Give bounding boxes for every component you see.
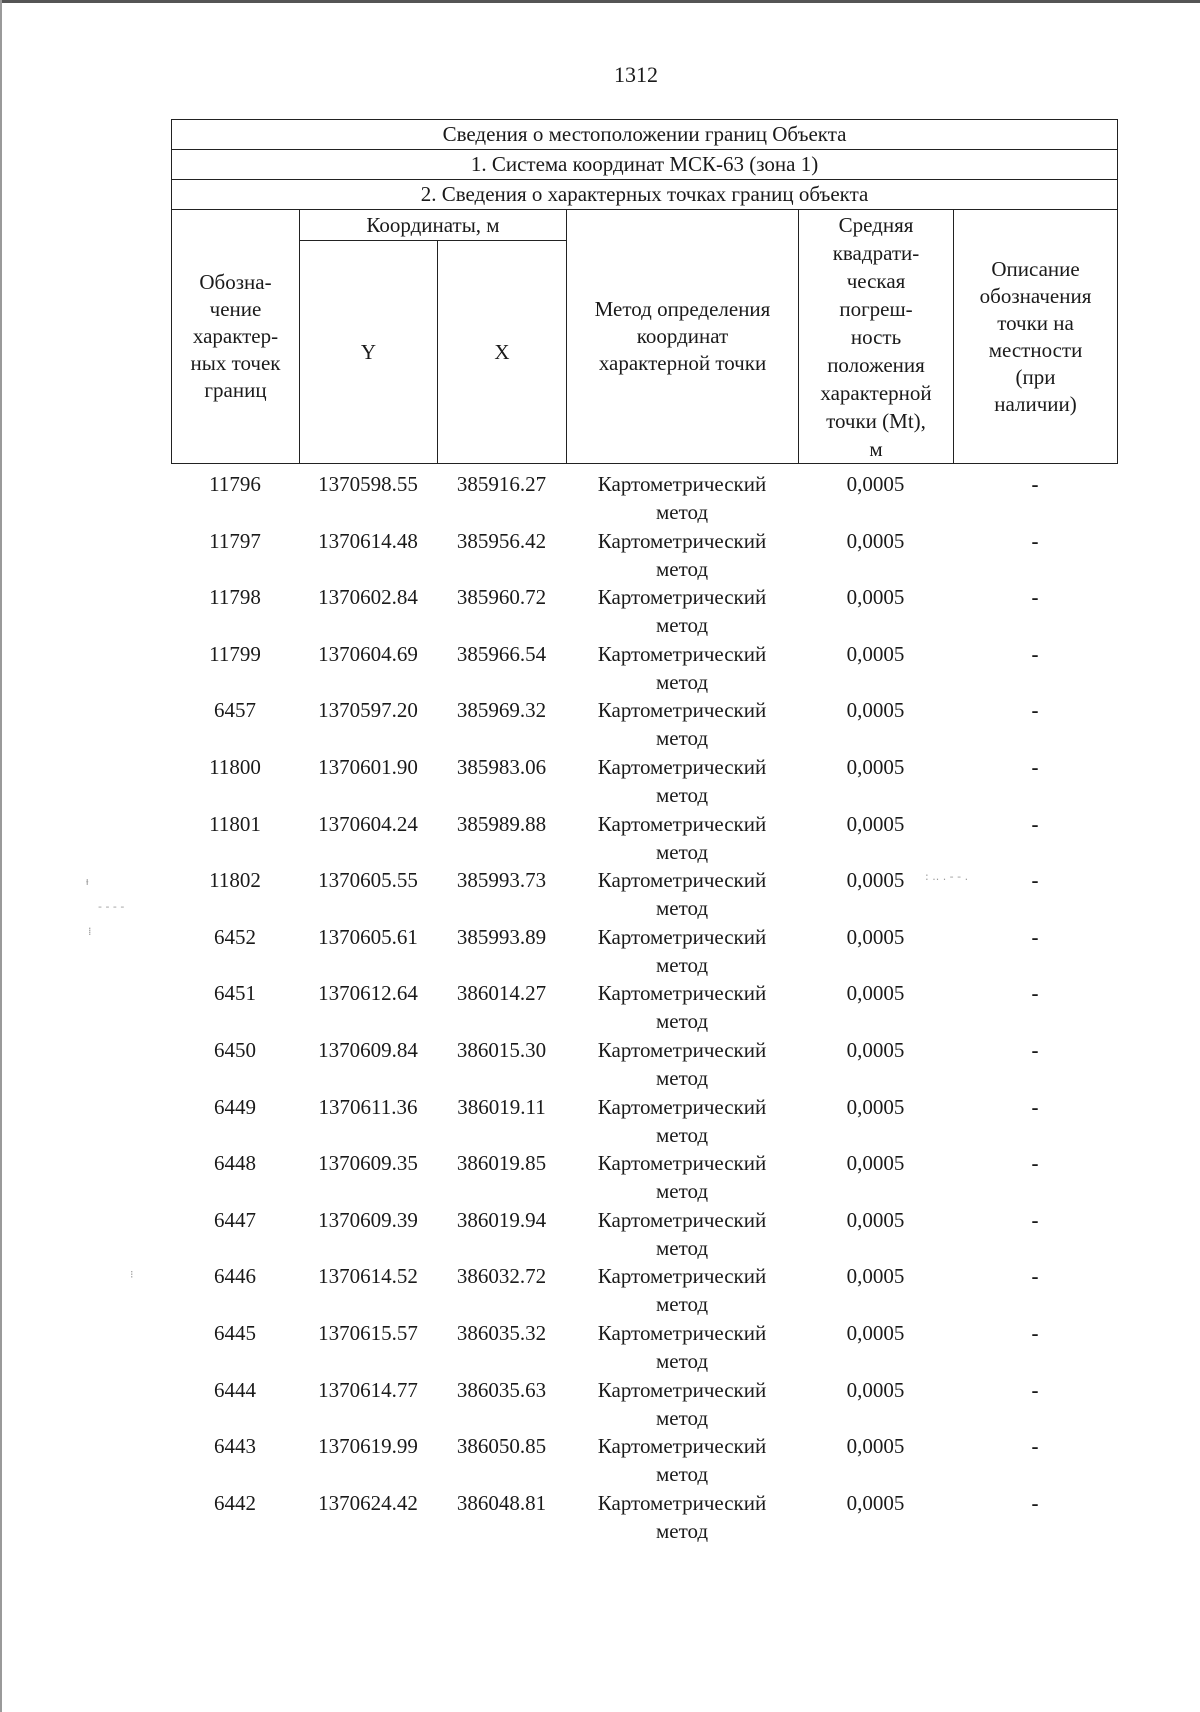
table-row bbox=[171, 866, 1117, 923]
description-cell: - bbox=[1031, 1490, 1039, 1515]
scan-speck: ⁞ bbox=[88, 925, 92, 938]
description-cell: - bbox=[1031, 924, 1039, 949]
table-row bbox=[171, 979, 1117, 1036]
method-cell: Картометрический метод bbox=[597, 1377, 767, 1430]
point-id-cell: 6457 bbox=[214, 698, 256, 723]
coord-x-cell: 386019.94 bbox=[456, 1207, 547, 1232]
table-row bbox=[171, 1262, 1117, 1319]
table-row bbox=[171, 1036, 1117, 1093]
coord-x-cell: 385960.72 bbox=[456, 585, 547, 610]
coord-y-cell: 1370598.55 bbox=[318, 472, 418, 496]
error-cell: 0,0005 bbox=[846, 528, 905, 553]
coord-y-cell: 1370614.77 bbox=[318, 1377, 418, 1402]
coord-y-cell: 1370609.35 bbox=[318, 1151, 418, 1176]
description-cell: - bbox=[1031, 1434, 1039, 1459]
error-cell: 0,0005 bbox=[846, 585, 905, 610]
coord-x-cell: 386032.72 bbox=[456, 1264, 547, 1289]
coord-y-cell: 1370609.39 bbox=[318, 1207, 418, 1232]
coord-x-cell: 386050.85 bbox=[456, 1434, 547, 1459]
table-row bbox=[171, 527, 1117, 584]
point-id-cell: 11799 bbox=[209, 641, 261, 666]
method-cell: Картометрический метод bbox=[597, 641, 767, 694]
header-table bbox=[171, 119, 1118, 464]
col-header-description: Описание обозначения точки на местности (при наличии) bbox=[954, 210, 1118, 464]
point-id-cell: 11797 bbox=[209, 528, 261, 553]
col-header-coordinates: Координаты, м bbox=[300, 210, 567, 241]
coord-y-cell: 1370612.64 bbox=[318, 981, 418, 1006]
error-cell: 0,0005 bbox=[846, 1037, 905, 1062]
table-row bbox=[171, 1206, 1117, 1263]
coord-y-cell: 1370604.24 bbox=[318, 811, 418, 836]
points-table-body bbox=[171, 470, 1117, 1545]
table-row bbox=[171, 810, 1117, 867]
section-title: Сведения о местоположении границ Объекта bbox=[172, 120, 1118, 150]
method-cell: Картометрический метод bbox=[597, 1151, 767, 1204]
description-cell: - bbox=[1031, 811, 1039, 836]
coord-y-cell: 1370601.90 bbox=[318, 754, 418, 779]
error-cell: 0,0005 bbox=[846, 1490, 905, 1515]
error-cell: 0,0005 bbox=[846, 1320, 905, 1345]
coord-x-cell: 385966.54 bbox=[456, 641, 547, 666]
description-cell: - bbox=[1031, 472, 1039, 496]
table-row bbox=[171, 923, 1117, 980]
points-table bbox=[171, 470, 1117, 1545]
col-header-x: X bbox=[438, 241, 567, 464]
coord-x-cell: 385956.42 bbox=[456, 528, 547, 553]
col-header-y: Y bbox=[300, 241, 438, 464]
scan-speck: ⁝ bbox=[130, 1268, 134, 1281]
col-header-error: Средняя квадрати- ческая погреш- ность положения характерной точки (Mt), м bbox=[799, 210, 954, 464]
coord-y-cell: 1370597.20 bbox=[318, 698, 418, 723]
table-row bbox=[171, 583, 1117, 640]
coord-y-cell: 1370615.57 bbox=[318, 1320, 418, 1345]
col-header-method: Метод определения координат характерной точки bbox=[567, 210, 799, 464]
point-id-cell: 6451 bbox=[214, 981, 256, 1006]
method-cell: Картометрический метод bbox=[597, 1490, 767, 1543]
method-cell: Картометрический метод bbox=[597, 811, 767, 864]
point-id-cell: 6447 bbox=[214, 1207, 256, 1232]
point-id-cell: 6443 bbox=[214, 1434, 256, 1459]
table-row bbox=[171, 470, 1117, 527]
description-cell: - bbox=[1031, 1320, 1039, 1345]
method-cell: Картометрический метод bbox=[597, 1320, 767, 1373]
coord-x-cell: 386035.32 bbox=[456, 1320, 547, 1345]
coord-x-cell: 386014.27 bbox=[456, 981, 547, 1006]
error-cell: 0,0005 bbox=[846, 472, 905, 496]
coord-y-cell: 1370604.69 bbox=[318, 641, 418, 666]
point-id-cell: 11801 bbox=[209, 811, 261, 836]
method-cell: Картометрический метод bbox=[597, 1264, 767, 1317]
error-cell: 0,0005 bbox=[846, 924, 905, 949]
description-cell: - bbox=[1031, 698, 1039, 723]
coord-x-cell: 385969.32 bbox=[456, 698, 547, 723]
coord-y-cell: 1370609.84 bbox=[318, 1037, 418, 1062]
description-cell: - bbox=[1031, 754, 1039, 779]
table-row bbox=[171, 1432, 1117, 1489]
point-id-cell: 6450 bbox=[214, 1037, 256, 1062]
scan-speck: - - - - bbox=[98, 900, 125, 913]
method-cell: Картометрический метод bbox=[597, 754, 767, 807]
point-id-cell: 11798 bbox=[209, 585, 261, 610]
description-cell: - bbox=[1031, 868, 1039, 893]
point-id-cell: 6449 bbox=[214, 1094, 256, 1119]
description-cell: - bbox=[1031, 585, 1039, 610]
table-row bbox=[171, 1489, 1117, 1546]
point-id-cell: 6442 bbox=[214, 1490, 256, 1515]
scan-speck: : .. . - - . bbox=[925, 870, 969, 883]
coord-x-cell: 386019.11 bbox=[457, 1094, 546, 1119]
points-section-title: 2. Сведения о характерных точках границ объекта bbox=[172, 180, 1118, 210]
coord-y-cell: 1370614.48 bbox=[318, 528, 418, 553]
coord-x-cell: 386035.63 bbox=[456, 1377, 547, 1402]
method-cell: Картометрический метод bbox=[597, 698, 767, 751]
coord-y-cell: 1370614.52 bbox=[318, 1264, 418, 1289]
method-cell: Картометрический метод bbox=[597, 1434, 767, 1487]
method-cell: Картометрический метод bbox=[597, 924, 767, 977]
coord-y-cell: 1370624.42 bbox=[318, 1490, 418, 1515]
method-cell: Картометрический метод bbox=[597, 1037, 767, 1090]
point-id-cell: 11796 bbox=[209, 472, 261, 496]
error-cell: 0,0005 bbox=[846, 1207, 905, 1232]
error-cell: 0,0005 bbox=[846, 754, 905, 779]
scan-edge-left bbox=[0, 0, 2, 1712]
coord-x-cell: 386048.81 bbox=[456, 1490, 547, 1515]
coord-y-cell: 1370605.61 bbox=[318, 924, 418, 949]
coord-x-cell: 386019.85 bbox=[456, 1151, 547, 1176]
coord-x-cell: 385916.27 bbox=[456, 472, 547, 496]
error-cell: 0,0005 bbox=[846, 1434, 905, 1459]
method-cell: Картометрический метод bbox=[597, 1207, 767, 1260]
col-header-designation: Обозна- чение характер- ных точек границ bbox=[172, 210, 300, 464]
error-cell: 0,0005 bbox=[846, 1377, 905, 1402]
scan-speck: ᵼ bbox=[86, 875, 89, 888]
error-cell: 0,0005 bbox=[846, 641, 905, 666]
point-id-cell: 6445 bbox=[214, 1320, 256, 1345]
error-cell: 0,0005 bbox=[846, 981, 905, 1006]
method-cell: Картометрический метод bbox=[597, 472, 767, 524]
point-id-cell: 6446 bbox=[214, 1264, 256, 1289]
method-cell: Картометрический метод bbox=[597, 585, 767, 638]
table-row bbox=[171, 1319, 1117, 1376]
point-id-cell: 6444 bbox=[214, 1377, 256, 1402]
error-cell: 0,0005 bbox=[846, 1151, 905, 1176]
description-cell: - bbox=[1031, 1377, 1039, 1402]
point-id-cell: 6448 bbox=[214, 1151, 256, 1176]
table-row bbox=[171, 753, 1117, 810]
description-cell: - bbox=[1031, 1094, 1039, 1119]
scan-edge-top bbox=[0, 0, 1200, 3]
description-cell: - bbox=[1031, 1151, 1039, 1176]
point-id-cell: 6452 bbox=[214, 924, 256, 949]
table-row bbox=[171, 1093, 1117, 1150]
page-number: 1312 bbox=[614, 62, 658, 87]
description-cell: - bbox=[1031, 981, 1039, 1006]
description-cell: - bbox=[1031, 1207, 1039, 1232]
coord-x-cell: 385989.88 bbox=[456, 811, 547, 836]
coord-x-cell: 385983.06 bbox=[456, 754, 547, 779]
coordinate-system-title: 1. Система координат МСК-63 (зона 1) bbox=[172, 150, 1118, 180]
coord-x-cell: 385993.89 bbox=[456, 924, 547, 949]
error-cell: 0,0005 bbox=[846, 1264, 905, 1289]
method-cell: Картометрический метод bbox=[597, 1094, 767, 1147]
description-cell: - bbox=[1031, 528, 1039, 553]
coord-x-cell: 385993.73 bbox=[456, 868, 547, 893]
coord-x-cell: 386015.30 bbox=[456, 1037, 547, 1062]
table-row bbox=[171, 1149, 1117, 1206]
error-cell: 0,0005 bbox=[846, 1094, 905, 1119]
description-cell: - bbox=[1031, 641, 1039, 666]
table-row bbox=[171, 1376, 1117, 1433]
coord-y-cell: 1370611.36 bbox=[318, 1094, 418, 1119]
description-cell: - bbox=[1031, 1264, 1039, 1289]
coord-y-cell: 1370619.99 bbox=[318, 1434, 418, 1459]
point-id-cell: 11800 bbox=[209, 754, 261, 779]
error-cell: 0,0005 bbox=[846, 811, 905, 836]
coord-y-cell: 1370605.55 bbox=[318, 868, 418, 893]
description-cell: - bbox=[1031, 1037, 1039, 1062]
error-cell: 0,0005 bbox=[846, 698, 905, 723]
table-row bbox=[171, 640, 1117, 697]
coord-y-cell: 1370602.84 bbox=[318, 585, 418, 610]
table-row bbox=[171, 696, 1117, 753]
method-cell: Картометрический метод bbox=[597, 868, 767, 921]
method-cell: Картометрический метод bbox=[597, 981, 767, 1034]
error-cell: 0,0005 bbox=[846, 868, 905, 893]
point-id-cell: 11802 bbox=[209, 868, 261, 893]
method-cell: Картометрический метод bbox=[597, 528, 767, 581]
